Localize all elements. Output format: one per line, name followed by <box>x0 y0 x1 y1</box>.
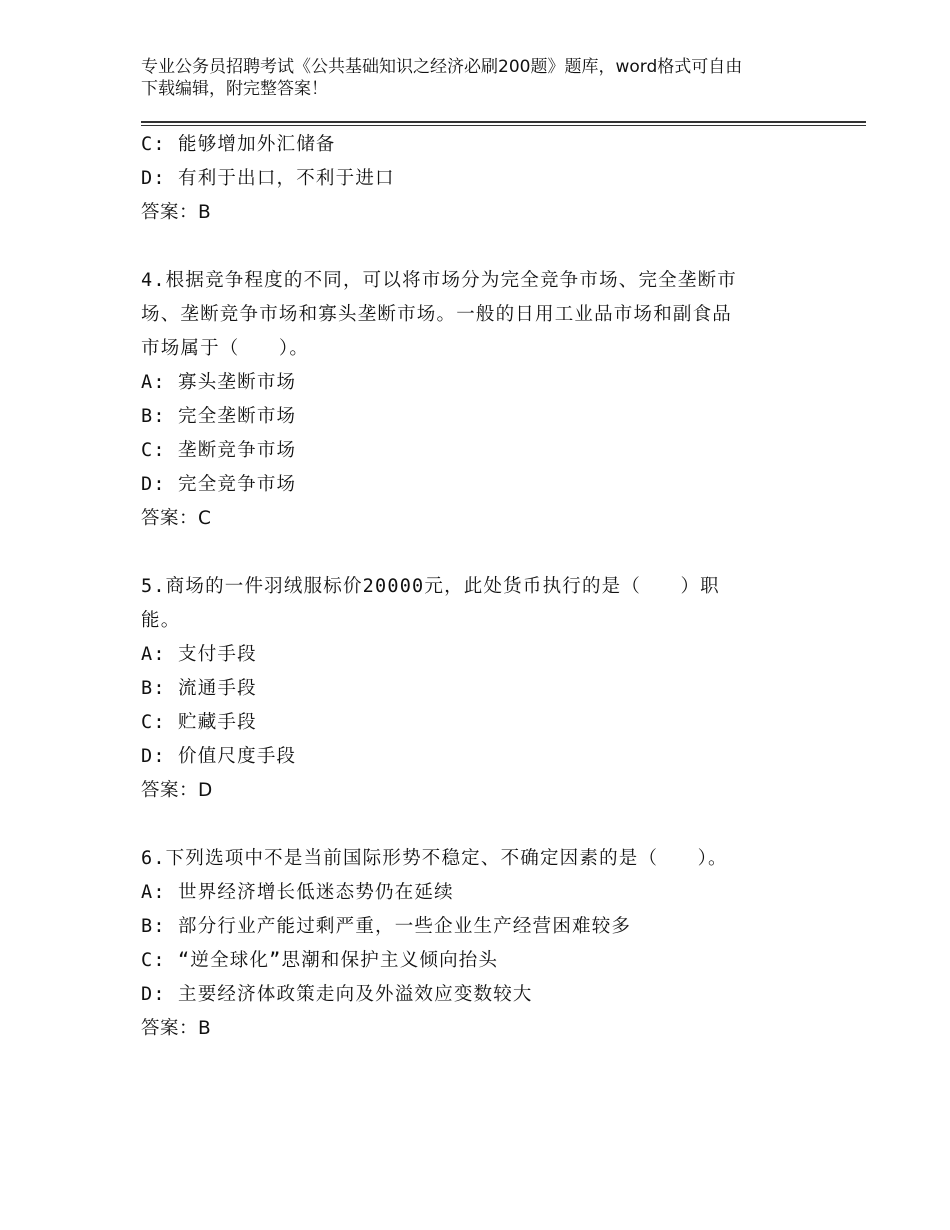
header-line-2: 下载编辑，附完整答案！ <box>141 79 328 99</box>
option-text: 主要经济体政策走向及外溢效应变数较大 <box>178 984 533 1005</box>
option-c <box>141 128 821 162</box>
option-label: B: <box>141 916 166 937</box>
option-text: “逆全球化”思潮和保护主义倾向抬头 <box>178 950 499 971</box>
option-d <box>141 468 821 502</box>
option-label: C: <box>141 950 166 971</box>
option-a <box>141 876 821 910</box>
question-3-tail <box>141 128 821 230</box>
option-text: 完全垄断市场 <box>178 406 297 427</box>
option-label: D: <box>141 168 166 189</box>
header-line-1: 专业公务员招聘考试《公共基础知识之经济必刷200题》题库，word格式可自由 <box>141 57 743 77</box>
question-stem-line: 6.下列选项中不是当前国际形势不稳定、不确定因素的是（ ）。 <box>141 848 728 869</box>
question-stem-line: 4.根据竞争程度的不同，可以将市场分为完全竞争市场、完全垄断市 <box>141 270 737 291</box>
option-label: C: <box>141 712 166 733</box>
question-stem-line: 5.商场的一件羽绒服标价20000元，此处货币执行的是（ ）职 <box>141 576 720 597</box>
option-b <box>141 400 821 434</box>
answer-line: 答案：C <box>141 508 212 529</box>
option-label: B: <box>141 678 166 699</box>
option-a <box>141 638 821 672</box>
option-text: 垄断竞争市场 <box>178 440 297 461</box>
option-label: C: <box>141 440 166 461</box>
option-label: A: <box>141 644 166 665</box>
option-d <box>141 162 821 196</box>
header-divider-thin <box>141 125 866 126</box>
header-divider-thick <box>141 121 866 123</box>
answer-line: 答案：B <box>141 1018 212 1039</box>
option-text: 部分行业产能过剩严重，一些企业生产经营困难较多 <box>178 916 632 937</box>
option-label: C: <box>141 134 166 155</box>
option-a <box>141 366 821 400</box>
option-text: 有利于出口，不利于进口 <box>178 168 395 189</box>
option-c <box>141 944 821 978</box>
option-text: 寡头垄断市场 <box>178 372 297 393</box>
option-label: D: <box>141 746 166 767</box>
question-stem-line: 市场属于（ ）。 <box>141 338 310 359</box>
answer-line: 答案：B <box>141 202 212 223</box>
option-text: 贮藏手段 <box>178 712 257 733</box>
question-5 <box>141 570 821 808</box>
option-d <box>141 978 821 1012</box>
document-header <box>141 56 821 100</box>
option-label: D: <box>141 474 166 495</box>
option-text: 价值尺度手段 <box>178 746 297 767</box>
option-label: B: <box>141 406 166 427</box>
question-stem-line: 能。 <box>141 610 181 631</box>
option-text: 能够增加外汇储备 <box>178 134 336 155</box>
option-c <box>141 706 821 740</box>
question-stem-line: 场、垄断竞争市场和寡头垄断市场。一般的日用工业品市场和副食品 <box>141 304 733 325</box>
option-b <box>141 910 821 944</box>
option-label: A: <box>141 372 166 393</box>
option-text: 支付手段 <box>178 644 257 665</box>
option-text: 完全竞争市场 <box>178 474 297 495</box>
option-label: D: <box>141 984 166 1005</box>
option-b <box>141 672 821 706</box>
option-c <box>141 434 821 468</box>
question-4 <box>141 264 821 536</box>
question-6 <box>141 842 821 1046</box>
option-text: 世界经济增长低迷态势仍在延续 <box>178 882 454 903</box>
option-d <box>141 740 821 774</box>
question-list <box>141 128 821 1046</box>
option-label: A: <box>141 882 166 903</box>
answer-line: 答案：D <box>141 780 213 801</box>
option-text: 流通手段 <box>178 678 257 699</box>
